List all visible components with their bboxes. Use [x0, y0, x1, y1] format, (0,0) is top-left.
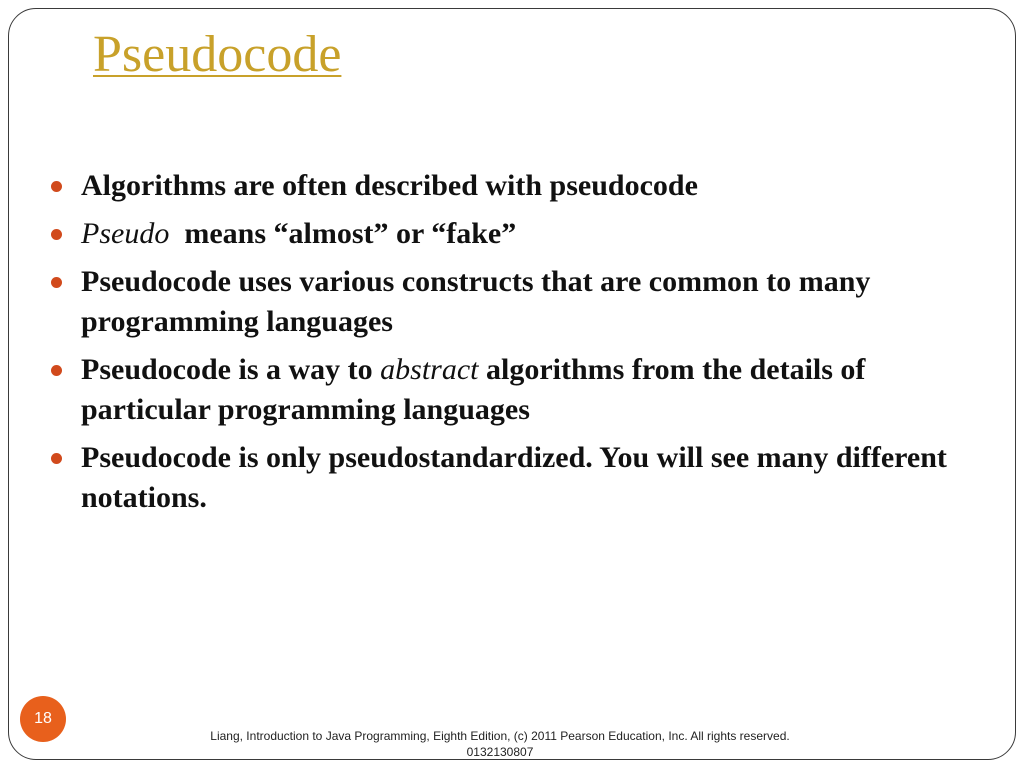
bullet-item: [81, 214, 981, 254]
bullet-item: [81, 166, 981, 206]
bullet-text: Algorithms are often described with pseudocode: [81, 169, 698, 202]
bullet-text: means “almost” or “fake”: [184, 217, 517, 250]
footer-copyright: Liang, Introduction to Java Programming, Eighth Edition, (c) 2011 Pearson Education, Inc. All rights reserved. 0132130807: [210, 729, 790, 759]
bullet-dot-icon: [51, 453, 62, 464]
bullet-dot-icon: [51, 229, 62, 240]
bullet-text: Pseudocode is only pseudostandardized. You will see many different notations.: [81, 441, 947, 514]
slide-title: Pseudocode: [93, 26, 342, 83]
bullet-dot-icon: [51, 365, 62, 376]
bullet-item: [81, 262, 981, 342]
bullet-italic-term: Pseudo: [81, 217, 170, 250]
bullet-list: [81, 166, 981, 526]
bullet-item: [81, 438, 981, 518]
bullet-text-before: Pseudocode is a way to: [81, 353, 381, 386]
bullet-dot-icon: [51, 181, 62, 192]
bullet-dot-icon: [51, 277, 62, 288]
bullet-item: [81, 350, 981, 430]
bullet-text-after: algorithms from the details of particular programming languages: [81, 353, 866, 426]
bullet-text: Pseudocode uses various constructs that are common to many programming languages: [81, 265, 871, 338]
bullet-italic-term: abstract: [380, 353, 479, 386]
page-number-badge: 18: [20, 696, 66, 742]
